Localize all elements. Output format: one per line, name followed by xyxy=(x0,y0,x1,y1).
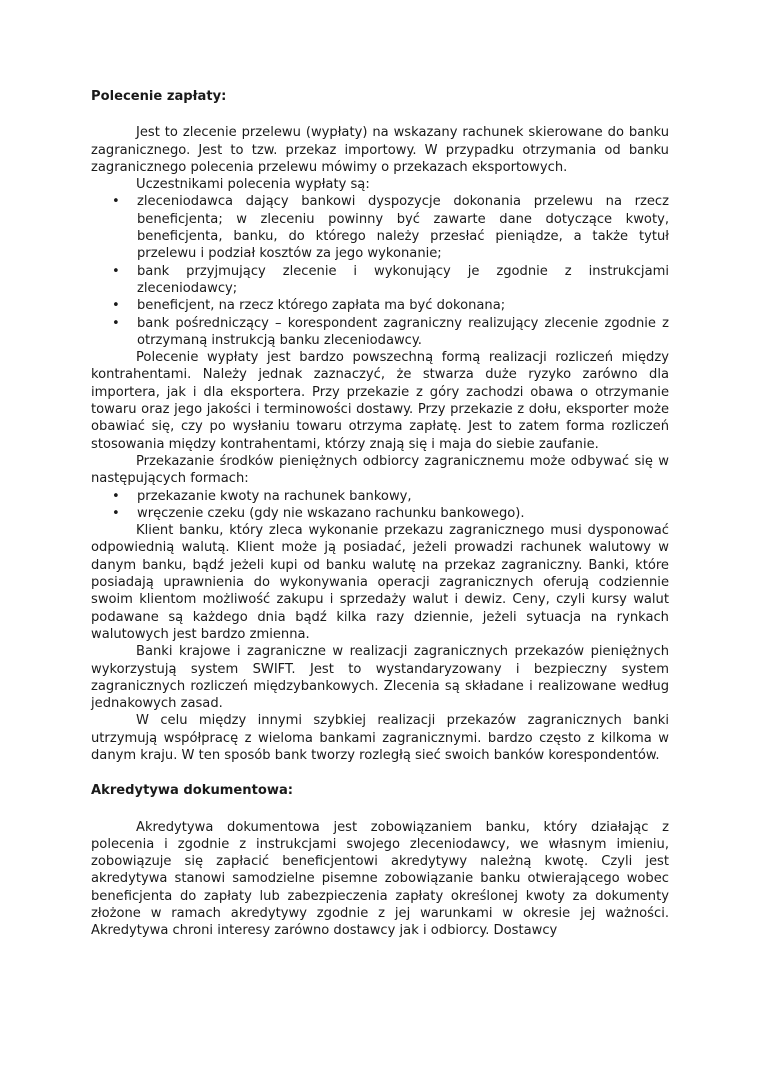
spacer xyxy=(91,764,669,782)
participants-list xyxy=(91,193,669,349)
list-item xyxy=(91,488,669,505)
spacer xyxy=(91,800,669,819)
list-item-text: bank przyjmujący zlecenie i wykonujący je zgodnie z instrukcjami zleceniodawcy; xyxy=(137,263,669,296)
paragraph-1: Jest to zlecenie przelewu (wypłaty) na wskazany rachunek skierowane do banku zagranicznego. Jest to tzw. przekaz importowy. W przypadku otrzymania od banku zagranicznego polecenia przelewu mówimy o przekazach eksportowych. xyxy=(91,125,669,175)
paragraph-client: Klient banku, który zleca wykonanie przekazu zagranicznego musi dysponować odpowiednią walutą. Klient może ją posiadać, jeżeli prowadzi rachunek walutowy w danym banku, bądź jeżeli kupi od banku walutę na przekaz zagraniczny. Banki, które posiadają uprawnienia do wykonywania operacji zagranicznych oferują codziennie swoim klientom możliwość zakupu i sprzedaży walut i dewiz. Ceny, czyli kursy walut podawane są każdego dnia bądź kilka razy dziennie, jeżeli sytuacja na rynkach walutowych jest bardzo zmienna. xyxy=(91,523,669,642)
section-heading-akredytywa: Akredytywa dokumentowa: xyxy=(91,783,294,799)
paragraph-participants-intro: Uczestnikami polecenia wypłaty są: xyxy=(136,177,370,193)
list-item-text: bank pośredniczący – korespondent zagraniczny realizujący zlecenie zgodnie z otrzymaną instrukcją banku zleceniodawcy. xyxy=(137,315,669,348)
paragraph-correspondents: W celu między innymi szybkiej realizacji przekazów zagranicznych banki utrzymują współpracę z wieloma bankami zagranicznymi. bardzo często z kilkoma w danym kraju. W ten sposób bank tworzy rozległą sieć swoich banków korespondentów. xyxy=(91,713,669,763)
list-item-text: zleceniodawca dający bankowi dyspozycje dokonania przelewu na rzecz beneficjenta; w zleceniu powinny być zawarte dane dotyczące kwoty, beneficjenta, banku, do którego należy przesłać pieniądze, a także tytuł przelewu i podział kosztów za jego wykonanie; xyxy=(137,194,669,262)
list-item-text: przekazanie kwoty na rachunek bankowy, xyxy=(137,488,412,504)
spacer xyxy=(91,105,669,124)
paragraph-forms-intro: Przekazanie środków pieniężnych odbiorcy zagranicznemu może odbywać się w następujących formach: xyxy=(91,453,669,487)
forms-list xyxy=(91,488,669,523)
paragraph-risk: Polecenie wypłaty jest bardzo powszechną formą realizacji rozliczeń między kontrahentami. Należy jednak zaznaczyć, że stwarza duże ryzyko zarówno dla importera, jak i dla eksportera. Przy przekazie z góry zachodzi obawa o otrzymanie towaru oraz jego jakości i terminowości dostawy. Przy przekazie z dołu, eksporter może obawiać się, czy po wysłaniu towaru otrzyma zapłatę. Jest to zatem forma rozliczeń stosowania między kontrahentami, którzy znają się i maja do siebie zaufanie. xyxy=(91,350,669,452)
bullet-icon: • xyxy=(112,194,120,210)
list-item xyxy=(91,297,669,314)
list-item xyxy=(91,505,669,522)
list-item xyxy=(91,263,669,298)
list-item-text: beneficjent, na rzecz którego zapłata ma być dokonana; xyxy=(137,298,506,314)
list-item xyxy=(91,315,669,350)
paragraph-akredytywa: Akredytywa dokumentowa jest zobowiązaniem banku, który działając z polecenia i zgodnie z instrukcjami swojego zleceniodawcy, we własnym imieniu, zobowiązuje się zapłacić beneficjentowi akredytywy należną kwotę. Czyli jest akredytywa stanowi samodzielne pisemne zobowiązanie banku otwierającego wobec beneficjenta do zapłaty lub zabezpieczenia zapłaty określonej kwoty za dokumenty złożone w ramach akredytywy zgodnie z jej warunkami w okresie jej ważności. Akredytywa chroni interesy zarówno dostawcy jak i odbiorcy. Dostawcy xyxy=(91,819,669,939)
section-heading-polecenie: Polecenie zapłaty: xyxy=(91,89,227,104)
bullet-icon: • xyxy=(112,263,120,279)
bullet-icon: • xyxy=(112,298,120,314)
bullet-icon: • xyxy=(112,488,120,504)
list-item-text: wręczenie czeku (gdy nie wskazano rachunku bankowego). xyxy=(137,505,525,521)
bullet-icon: • xyxy=(112,505,120,521)
bullet-icon: • xyxy=(112,315,120,331)
paragraph-swift: Banki krajowe i zagraniczne w realizacji zagranicznych przekazów pieniężnych wykorzystują system SWIFT. Jest to wystandaryzowany i bezpieczny system zagranicznych rozliczeń międzybankowych. Zlecenia są składane i realizowane według jednakowych zasad. xyxy=(91,644,669,712)
list-item xyxy=(91,193,669,262)
document-page xyxy=(91,88,669,940)
